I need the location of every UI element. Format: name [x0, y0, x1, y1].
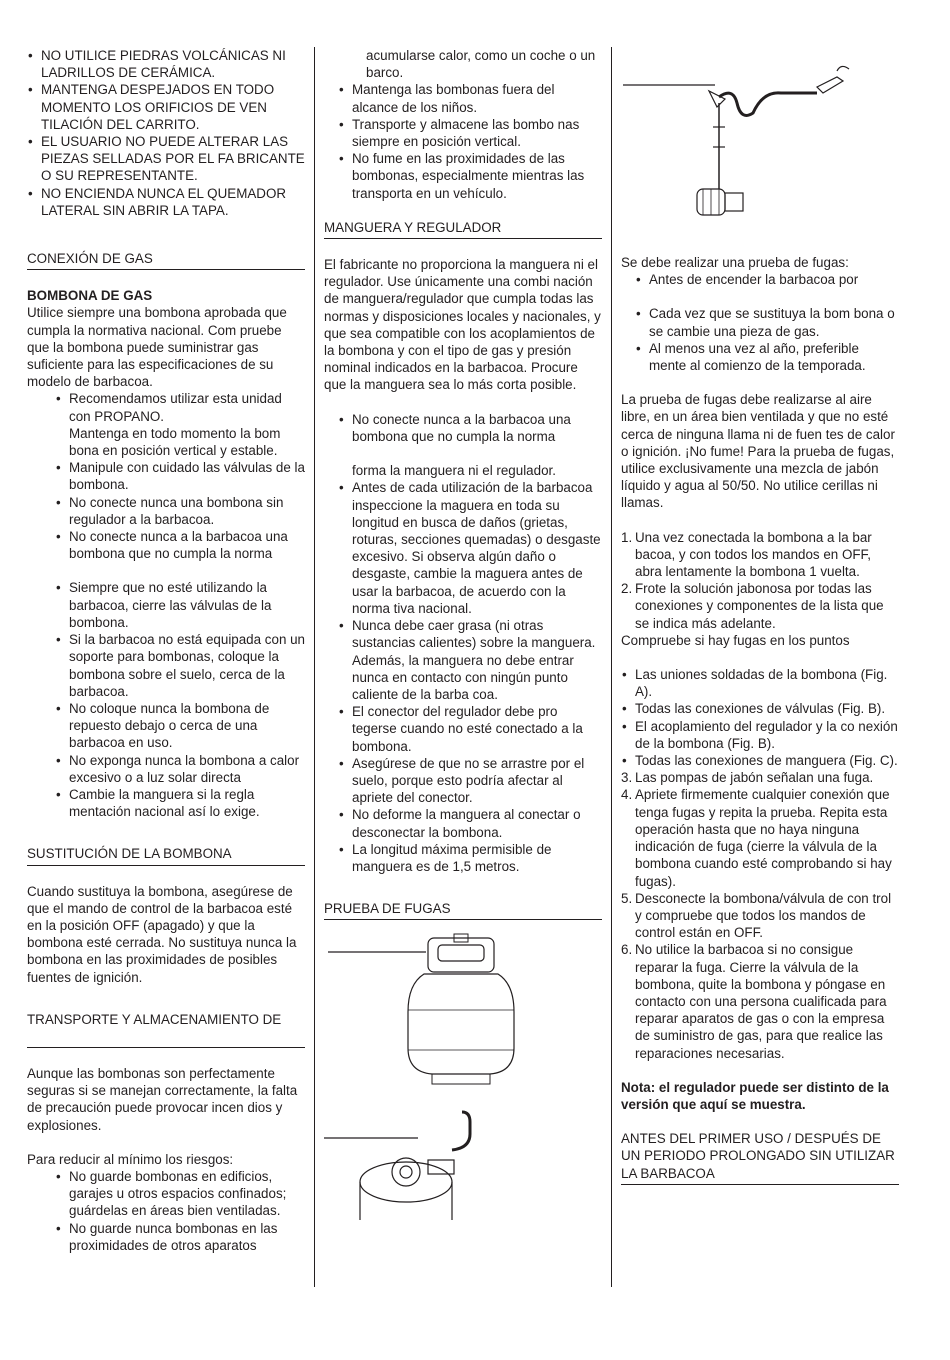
list-item: • Manipule con cuidado las válvulas de la bombona.	[27, 459, 305, 493]
list-item: • No conecte nunca a la barbacoa una bombona que no cumpla la norma forma la manguera ni el regulador.	[310, 411, 602, 480]
hose-connection-illustration	[621, 47, 899, 217]
check-list	[621, 666, 899, 769]
list-item: • No coloque nunca la bombona de repuesto debajo o cerca de una barbacoa en uso.	[27, 700, 305, 752]
list-item: 2. Frote la solución jabonosa por todas las conexiones y componentes de la lista que se indica más adelante.	[621, 581, 884, 631]
column-3	[621, 47, 899, 1185]
list-item: • Antes de encender la barbacoa por	[607, 271, 899, 288]
check-line: Compruebe si hay fugas en los puntos	[621, 632, 850, 648]
leak-test-intro: Se debe realizar una prueba de fugas:	[621, 255, 849, 270]
risk-intro: Para reducir al mínimo los riesgos:	[27, 1151, 234, 1167]
list-item: • La longitud máxima permisible de manguera es de 1,5 metros.	[310, 841, 602, 875]
list-item: • No deforme la manguera al conectar o desconectar la bombona.	[310, 806, 602, 840]
list-item: • No conecte nunca a la barbacoa una bombona que no cumpla la norma	[27, 528, 305, 562]
leak-test-heading: PRUEBA DE FUGAS	[324, 900, 602, 920]
leak-when-list	[607, 271, 899, 374]
list-item: • Si la barbacoa no está equipada con un soporte para bombonas, coloque la bombona sobre el suelo, cerca de la barbacoa.	[27, 631, 305, 700]
list-item: 3. Las pompas de jabón señalan una fuga.	[621, 770, 874, 786]
list-item: • Cada vez que se sustituya la bom bona o se cambie una pieza de gas.	[607, 305, 899, 339]
replace-cylinder-heading: SUSTITUCIÓN DE LA BOMBONA	[27, 845, 305, 865]
transport-text: Aunque las bombonas son perfectamente seguras si se manejan correctamente, la falta de precaución puede provocar incen dios y explosiones.	[27, 1065, 298, 1133]
list-item: • No guarde nunca bombonas en las proximidades de otros aparatos	[27, 1220, 305, 1254]
leak-test-text: La prueba de fugas debe realizarse al aire libre, en un área bien ventilada y que no esté cerca de ninguna llama ni de fuen tes de calor o ignición. ¡No fume! Para la prueba de fugas, utilice exclusivamente una mezcla de jabón líquido y agua al 50/50. No utilice cerillas ni llamas.	[621, 392, 895, 511]
gas-cylinder-illustration	[324, 932, 602, 1102]
list-item: 6. No utilice la barbacoa si no consigue reparar la fuga. Cierre la válvula de la bombona, quite la bombona y póngase en contacto con una persona cualificada para reparar aparatos de gas o con la empresa de suministro de gas, para que realice las reparaciones necesarias.	[621, 942, 887, 1061]
regulator-note: Nota: el regulador puede ser distinto de la versión que aquí se muestra.	[621, 1079, 889, 1112]
list-item: • Asegúrese de que no se arrastre por el suelo, porque esto podría afectar al apriete del conector.	[310, 755, 602, 807]
list-item: • No fume en las proximidades de las bombonas, especialmente mientras las transporta en un vehículo.	[310, 150, 602, 202]
cylinder-list	[27, 390, 305, 820]
hose-regulator-heading: MANGUERA Y REGULADOR	[324, 219, 602, 239]
caps-warnings-list	[27, 47, 305, 219]
risk-list	[27, 1168, 305, 1254]
list-item: • Las uniones soldadas de la bombona (Fig. A).	[621, 666, 899, 700]
list-item: • NO UTILICE PIEDRAS VOLCÁNICAS NI LADRILLOS DE CERÁMICA.	[27, 47, 305, 81]
hose-list	[310, 411, 602, 875]
list-item: • Al menos una vez al año, preferible mente al comienzo de la temporada.	[607, 340, 899, 374]
list-item: • No conecte nunca una bombona sin regulador a la barbacoa.	[27, 494, 305, 528]
cylinder-intro: Utilice siempre una bombona aprobada que cumpla la normativa nacional. Com pruebe que la bombona puede suministrar gas suficiente para las especificaciones de su modelo de barbacoa.	[27, 305, 287, 390]
hose-regulator-text: El fabricante no proporciona la manguera ni el regulador. Use únicamente una combi nación de manguera/regulador que cumpla todas las normas y disposiciones locales y nacionales, y que sea compatible con los acoplamientos de la bombona y con el tipo de gas y presión nominal indicados en la barbacoa. Procure que la manguera sea lo más corta posible.	[324, 257, 601, 393]
list-item: • No exponga nunca la bombona a calor excesivo o a luz solar directa	[27, 752, 305, 786]
leak-steps-2	[621, 769, 899, 1061]
regulator-illustration	[324, 1108, 602, 1228]
list-item: 1. Una vez conectada la bombona a la bar bacoa, y con todos los mandos en OFF, abra lentamente la bombona 1 vuelta.	[621, 529, 872, 580]
list-item: • Antes de cada utilización de la barbacoa inspeccione la maguera en toda su longitud en busca de daños (grietas, roturas, secciones quemadas) o desgaste excesivo. Si observa algún daño o desgaste, cambie la maguera antes de usar la barbacoa, de acuerdo con la norma tiva nacional.	[310, 479, 602, 617]
leak-steps-1	[621, 529, 899, 632]
list-item: • NO ENCIENDA NUNCA EL QUEMADOR LATERAL SIN ABRIR LA TAPA.	[27, 185, 305, 219]
list-item: • Mantenga las bombonas fuera del alcance de los niños.	[310, 81, 602, 115]
column-2	[324, 47, 602, 1228]
continued-text: acumularse calor, como un coche o un barco.	[366, 48, 596, 81]
replace-cylinder-text: Cuando sustituya la bombona, asegúrese de que el mando de control de la barbacoa esté en la posición OFF (apagado) y que la bombona esté cerrada. No sustituya nunca la bombona en las proximidades de posibles fuentes de ignición.	[27, 883, 297, 985]
list-item: • Nunca debe caer grasa (ni otras sustancias calientes) sobre la manguera. Además, la manguera no debe entrar nunca en contacto con ningún punto caliente de la barba coa.	[310, 617, 602, 703]
list-item: • Todas las conexiones de válvulas (Fig. B).	[621, 700, 899, 717]
list-item: • No guarde bombonas en edificios, garajes u otros espacios confinados; guárdelas en áreas bien ventiladas.	[27, 1168, 305, 1220]
list-item: • El conector del regulador debe pro tegerse cuando no esté conectado a la bombona.	[310, 703, 602, 755]
storage-list	[310, 81, 602, 201]
column-1	[27, 47, 305, 1254]
list-item: • Siempre que no esté utilizando la barbacoa, cierre las válvulas de la bombona.	[27, 579, 305, 631]
column-divider-2	[611, 47, 612, 1287]
gas-connection-heading: CONEXIÓN DE GAS	[27, 250, 305, 270]
transport-heading: TRANSPORTE Y ALMACENAMIENTO DE	[27, 1011, 305, 1048]
list-item: • Cambie la manguera si la regla mentación nacional así lo exige.	[27, 786, 305, 820]
list-item: • EL USUARIO NO PUEDE ALTERAR LAS PIEZAS SELLADAS POR EL FA BRICANTE O SU REPRESENTANTE.	[27, 133, 305, 185]
list-item: 5. Desconecte la bombona/válvula de con trol y compruebe que todos los mandos de control están en OFF.	[621, 890, 892, 941]
list-item: • Transporte y almacene las bombo nas siempre en posición vertical.	[310, 116, 602, 150]
cylinder-heading: BOMBONA DE GAS	[27, 288, 153, 304]
list-item: • Todas las conexiones de manguera (Fig. C).	[621, 752, 899, 769]
list-item: • MANTENGA DESPEJADOS EN TODO MOMENTO LOS ORIFICIOS DE VEN TILACIÓN DEL CARRITO.	[27, 81, 305, 133]
list-item: 4. Apriete firmemente cualquier conexión que tenga fugas y repita la prueba. Repita esta operación hasta que no haya ninguna indicación de fuga (cierre la válvula de la bombona cuando esté comprobando si hay fugas).	[621, 787, 892, 889]
list-item: • Recomendamos utilizar esta unidad con PROPANO. Mantenga en todo momento la bom bona en posición vertical y estable.	[27, 390, 305, 459]
first-use-heading: ANTES DEL PRIMER USO / DESPUÉS DE UN PERIODO PROLONGADO SIN UTILIZAR LA BARBACOA	[621, 1130, 899, 1185]
list-item: • El acoplamiento del regulador y la co nexión de la bombona (Fig. B).	[621, 718, 899, 752]
